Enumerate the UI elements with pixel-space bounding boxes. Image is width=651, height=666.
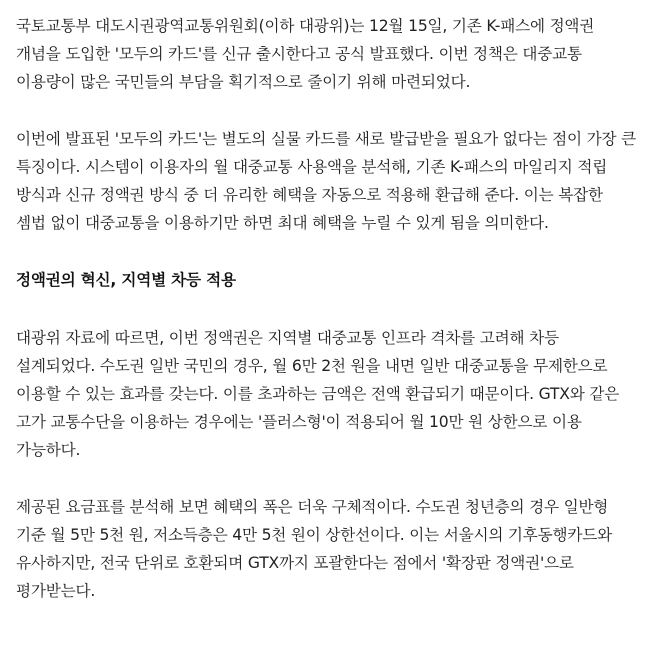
- article-paragraph-regional: 대광위 자료에 따르면, 이번 정액권은 지역별 대중교통 인프라 격차를 고려해 차등 설계되었다. 수도권 일반 국민의 경우, 월 6만 2천 원을 내면 일반 대중교통을 무제한으로 이용할 수 있는 효과를 갖는다. 이를 초과하는 금액은 전액 환급되기 때문이다. GTX와 같은 고가 교통수단을 이용하는 경우에는 '플러스형'이 적용되어 월 10만 원 상한으로 이용 가능하다.: [16, 328, 620, 460]
- article-paragraph-fare-table: 제공된 요금표를 분석해 보면 혜택의 폭은 더욱 구체적이다. 수도권 청년층의 경우 일반형 기준 월 5만 5천 원, 저소득층은 4만 5천 원이 상한선이다. 이는 서울시의 기후동행카드와 유사하지만, 전국 단위로 호환되며 GTX까지 포괄한다는 점에서 '확장판 정액권'으로 평가받는다.: [16, 497, 612, 601]
- article-paragraph-features: 이번에 발표된 '모두의 카드'는 별도의 실물 카드를 새로 발급받을 필요가 없다는 점이 가장 큰 특징이다. 시스템이 이용자의 월 대중교통 사용액을 분석해, 기존 K-패스의 마일리지 적립 방식과 신규 정액권 방식 중 더 유리한 혜택을 자동으로 적용해 환급해 준다. 이는 복잡한 셈법 없이 대중교통을 이용하기만 하면 최대 혜택을 누릴 수 있게 됨을 의미한다.: [16, 129, 636, 233]
- article-body: [16, 12, 636, 633]
- article-paragraph-intro: 국토교통부 대도시권광역교통위원회(이하 대광위)는 12월 15일, 기존 K-패스에 정액권 개념을 도입한 '모두의 카드'를 신규 출시한다고 공식 발표했다. 이번 정책은 대중교통 이용량이 많은 국민들의 부담을 획기적으로 줄이기 위해 마련되었다.: [16, 17, 595, 92]
- section-heading: 정액권의 혁신, 지역별 차등 적용: [16, 271, 236, 290]
